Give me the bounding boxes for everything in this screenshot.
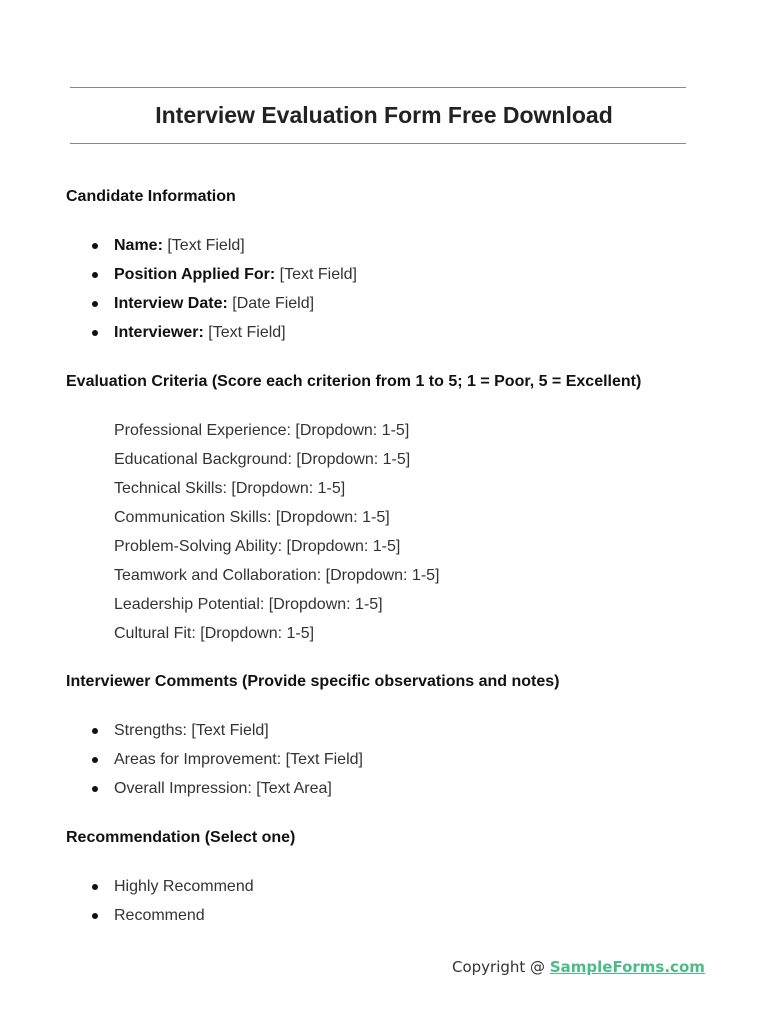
- criterion-technical-skills[interactable]: Technical Skills: [Dropdown: 1-5]: [114, 480, 346, 497]
- interviewer-comments-list: [66, 716, 363, 803]
- comment-strengths[interactable]: Strengths: [Text Field]: [66, 716, 363, 745]
- sampleforms-link[interactable]: SampleForms.com: [549, 958, 705, 976]
- candidate-info-list: [66, 231, 357, 347]
- recommendation-list: [66, 872, 254, 930]
- criterion-communication-skills[interactable]: Communication Skills: [Dropdown: 1-5]: [114, 509, 390, 526]
- interviewer-comments-heading: Interviewer Comments (Provide specific observations and notes): [66, 673, 560, 690]
- copyright-text: Copyright @: [452, 958, 550, 976]
- field-label: Name:: [114, 237, 163, 254]
- criterion-problem-solving[interactable]: Problem-Solving Ability: [Dropdown: 1-5]: [114, 538, 401, 555]
- title-top-divider: [70, 87, 686, 88]
- list-item-interview-date: [66, 289, 357, 318]
- criterion-leadership[interactable]: Leadership Potential: [Dropdown: 1-5]: [114, 596, 383, 613]
- field-label: Interview Date:: [114, 295, 228, 312]
- field-label: Interviewer:: [114, 324, 204, 341]
- option-recommend[interactable]: Recommend: [66, 901, 254, 930]
- interview-date-field[interactable]: [Date Field]: [232, 295, 315, 312]
- list-item-name: [66, 231, 357, 260]
- option-highly-recommend[interactable]: Highly Recommend: [66, 872, 254, 901]
- criterion-educational-background[interactable]: Educational Background: [Dropdown: 1-5]: [114, 451, 411, 468]
- evaluation-criteria-list: [114, 416, 440, 648]
- list-item-interviewer: [66, 318, 357, 347]
- criterion-teamwork[interactable]: Teamwork and Collaboration: [Dropdown: 1-5]: [114, 567, 440, 584]
- criterion-cultural-fit[interactable]: Cultural Fit: [Dropdown: 1-5]: [114, 625, 315, 642]
- title-bottom-divider: [70, 143, 686, 144]
- recommendation-heading: Recommendation (Select one): [66, 829, 296, 846]
- copyright-footer: [452, 957, 705, 977]
- evaluation-criteria-heading: Evaluation Criteria (Score each criterion from 1 to 5; 1 = Poor, 5 = Excellent): [66, 373, 642, 390]
- field-label: Position Applied For:: [114, 266, 276, 283]
- page-title: Interview Evaluation Form Free Download: [155, 102, 613, 128]
- list-item-position: [66, 260, 357, 289]
- interviewer-field[interactable]: [Text Field]: [208, 324, 286, 341]
- comment-overall-impression[interactable]: Overall Impression: [Text Area]: [66, 774, 363, 803]
- comment-areas-for-improvement[interactable]: Areas for Improvement: [Text Field]: [66, 745, 363, 774]
- criterion-professional-experience[interactable]: Professional Experience: [Dropdown: 1-5]: [114, 422, 410, 439]
- position-field[interactable]: [Text Field]: [279, 266, 357, 283]
- name-field[interactable]: [Text Field]: [167, 237, 245, 254]
- candidate-info-heading: Candidate Information: [66, 188, 236, 205]
